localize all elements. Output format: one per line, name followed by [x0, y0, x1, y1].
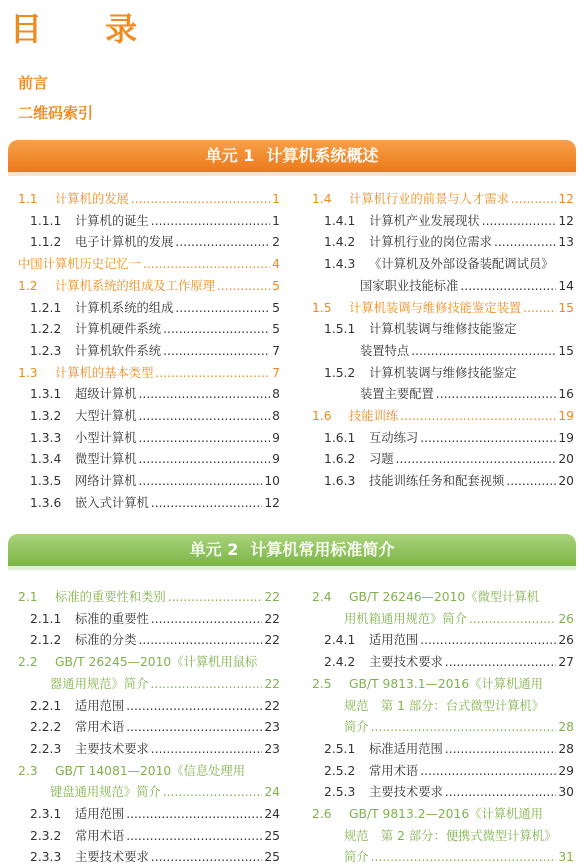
- toc-entry-page: 7: [272, 365, 280, 380]
- toc-entry[interactable]: [312, 848, 574, 866]
- toc-entry-title: 常用术语: [75, 720, 125, 735]
- toc-entry-number: 2.5.2: [324, 763, 356, 778]
- dot-leader: [163, 320, 270, 338]
- toc-entry-number: 1.3.5: [30, 474, 62, 489]
- toc-entry-title: 装置主要配置: [360, 387, 434, 402]
- toc-entry-page: 4: [272, 257, 280, 272]
- toc-entry-title: 主要技术要求: [369, 785, 443, 800]
- toc-entry-number: 2.3.3: [30, 850, 62, 865]
- toc-entry-title: GB/T 26246—2010《微型计算机: [349, 590, 540, 604]
- toc-entry-page: 31: [558, 850, 574, 865]
- dot-leader: [445, 740, 557, 758]
- toc-entry-title: 标准适用范围: [369, 741, 443, 756]
- toc-entry-number: 2.2: [18, 655, 38, 670]
- toc-entry[interactable]: [312, 233, 574, 251]
- toc-entry-number: 2.3.2: [30, 828, 62, 843]
- toc-entry[interactable]: [18, 762, 280, 780]
- toc-entry[interactable]: [18, 697, 280, 715]
- toc-entry[interactable]: [312, 277, 574, 295]
- toc-entry-page: 29: [558, 763, 574, 778]
- toc-entry[interactable]: [18, 740, 280, 758]
- toc-entry-page: 22: [264, 590, 280, 604]
- toc-entry-page: 5: [272, 300, 280, 315]
- toc-entry[interactable]: [18, 827, 280, 845]
- dot-leader: [400, 407, 556, 425]
- toc-entry[interactable]: [18, 190, 280, 208]
- dot-leader: [143, 255, 270, 273]
- toc-entry-number: 2.2.1: [30, 698, 62, 713]
- toc-entry-title: 计算机装调与维修技能鉴定: [369, 322, 517, 337]
- toc-entry[interactable]: [18, 429, 280, 447]
- toc-entry-page: 23: [264, 741, 280, 756]
- toc-entry-page: 12: [558, 192, 574, 206]
- toc-entry[interactable]: [312, 385, 574, 403]
- toc-entry-number: 1.3.3: [30, 430, 62, 445]
- dot-leader: [139, 429, 271, 447]
- toc-entry-title: 计算机装调与维修技能鉴定装置: [349, 300, 522, 315]
- toc-entry[interactable]: [312, 407, 574, 425]
- dot-leader: [411, 342, 556, 360]
- toc-entry[interactable]: [18, 675, 280, 693]
- toc-entry-title: 常用术语: [369, 763, 419, 778]
- toc-entry-page: 19: [558, 409, 574, 423]
- page-title: 目 录: [10, 10, 164, 48]
- toc-entry[interactable]: [312, 342, 574, 360]
- toc-entry-title: 中国计算机历史记忆一: [18, 257, 141, 272]
- toc-entry-number: 1.6.3: [324, 474, 356, 489]
- toc-entry-number: 1.3: [18, 365, 38, 380]
- dot-leader: [371, 848, 557, 866]
- toc-entry-page: 19: [558, 430, 574, 445]
- toc-entry[interactable]: [312, 783, 574, 801]
- toc-entry-page: 10: [264, 474, 280, 489]
- toc-entry-title: 《计算机及外部设备装配调试员》: [369, 257, 554, 272]
- dot-leader: [126, 827, 262, 845]
- toc-entry-number: 1.5: [312, 300, 332, 315]
- dot-leader: [168, 588, 263, 606]
- toc-entry-title: 计算机软件系统: [75, 343, 162, 358]
- toc-entry[interactable]: [312, 212, 574, 230]
- dot-leader: [420, 762, 556, 780]
- dot-leader: [139, 450, 271, 468]
- dot-leader: [126, 697, 262, 715]
- toc-entry-number: 1.1.2: [30, 235, 62, 250]
- toc-entry-page: 27: [558, 655, 574, 670]
- toc-entry[interactable]: [312, 762, 574, 780]
- toc-entry-title: 习题: [369, 452, 394, 467]
- toc-entry-page: 1: [272, 192, 280, 206]
- toc-entry-title: 适用范围: [75, 807, 125, 821]
- toc-entry[interactable]: [18, 277, 280, 295]
- toc-entry-number: 2.3.1: [30, 807, 62, 821]
- toc-entry-title: 标准的分类: [75, 633, 137, 648]
- toc-entry[interactable]: [312, 588, 574, 606]
- toc-entry-number: 1.2: [18, 278, 38, 293]
- dot-leader: [420, 429, 556, 447]
- toc-entry-number: 1.2.2: [30, 322, 62, 337]
- toc-entry[interactable]: [312, 255, 574, 273]
- toc-entry-title: 小型计算机: [75, 430, 137, 445]
- toc-entry-number: 2.4: [312, 590, 332, 604]
- toc-entry-page: 30: [558, 785, 574, 800]
- toc-entry-title: 器通用规范》简介: [50, 676, 149, 691]
- toc-entry[interactable]: [312, 320, 574, 338]
- toc-entry-number: 1.6.2: [324, 452, 356, 467]
- toc-entry-page: 25: [264, 828, 280, 843]
- toc-entry-title: GB/T 9813.2—2016《计算机通用: [349, 807, 543, 821]
- dot-leader: [139, 385, 271, 403]
- toc-entry-title: 计算机行业的前景与人才需求: [349, 192, 509, 206]
- dot-leader: [506, 472, 556, 490]
- toc-entry-title: 适用范围: [369, 633, 419, 648]
- dot-leader: [511, 190, 556, 208]
- toc-entry-number: 1.5.2: [324, 365, 356, 380]
- toc-entry-page: 26: [558, 633, 574, 648]
- toc-entry-title: 计算机系统的组成及工作原理: [55, 278, 215, 293]
- dot-leader: [151, 212, 270, 230]
- toc-entry-number: 1.3.6: [30, 495, 62, 510]
- toc-entry[interactable]: [312, 805, 574, 823]
- toc-entry-title: 计算机的基本类型: [55, 365, 154, 380]
- toc-entry-page: 22: [264, 633, 280, 648]
- toc-entry-page: 8: [272, 387, 280, 402]
- dot-leader: [445, 653, 557, 671]
- toc-entry-number: 1.1.1: [30, 213, 62, 228]
- toc-entry-number: 1.1: [18, 192, 38, 206]
- toc-entry[interactable]: [312, 472, 574, 490]
- toc-entry-page: 8: [272, 409, 280, 423]
- toc-entry-title: 微型计算机: [75, 452, 137, 467]
- toc-entry-title: 计算机装调与维修技能鉴定: [369, 365, 517, 380]
- toc-entry-page: 5: [272, 322, 280, 337]
- dot-leader: [139, 472, 263, 490]
- toc-entry[interactable]: [18, 255, 280, 273]
- unit-1-label: 单元 1: [205, 146, 255, 165]
- toc-entry-title: 大型计算机: [75, 409, 137, 423]
- dot-leader: [494, 233, 556, 251]
- toc-entry-number: 2.2.2: [30, 720, 62, 735]
- toc-entry[interactable]: [18, 610, 280, 628]
- toc-entry-number: 1.6.1: [324, 430, 356, 445]
- toc-entry-page: 15: [558, 300, 574, 315]
- toc-entry-page: 24: [264, 785, 280, 800]
- unit-2-label: 单元 2: [189, 540, 239, 559]
- toc-entry-number: 1.3.1: [30, 387, 62, 402]
- toc-entry[interactable]: [18, 783, 280, 801]
- dot-leader: [371, 718, 557, 736]
- toc-entry-qr-index[interactable]: 二维码索引: [18, 104, 94, 122]
- toc-entry-page: 9: [272, 430, 280, 445]
- dot-leader: [131, 190, 270, 208]
- toc-entry-title: 网络计算机: [75, 474, 137, 489]
- dot-leader: [217, 277, 270, 295]
- dot-leader: [175, 299, 270, 317]
- toc-entry-title: 主要技术要求: [75, 850, 149, 865]
- toc-entry[interactable]: [312, 827, 574, 845]
- toc-entry-page: 22: [264, 611, 280, 626]
- toc-entry-number: 1.2.1: [30, 300, 62, 315]
- toc-entry-title: GB/T 26245—2010《计算机用鼠标: [55, 655, 258, 670]
- dot-leader: [460, 277, 556, 295]
- toc-entry-page: 1: [272, 213, 280, 228]
- toc-entry-number: 2.4.1: [324, 633, 356, 648]
- toc-entry-title: 电子计算机的发展: [75, 235, 174, 250]
- toc-entry-number: 2.3: [18, 763, 38, 778]
- toc-entry-number: 2.4.2: [324, 655, 356, 670]
- dot-leader: [150, 675, 262, 693]
- dot-leader: [436, 385, 557, 403]
- toc-entry[interactable]: [18, 494, 280, 512]
- toc-entry[interactable]: [312, 450, 574, 468]
- dot-leader: [151, 494, 263, 512]
- toc-entry-title: 简介: [344, 850, 369, 865]
- dot-leader: [396, 450, 557, 468]
- toc-entry-page: 12: [558, 213, 574, 228]
- dot-leader: [420, 631, 556, 649]
- toc-entry-preface[interactable]: 前言: [18, 74, 49, 92]
- toc-entry[interactable]: [18, 848, 280, 866]
- toc-entry[interactable]: [312, 740, 574, 758]
- toc-entry-title: 计算机的诞生: [75, 213, 149, 228]
- dot-leader: [163, 342, 270, 360]
- toc-entry-title: 技能训练任务和配套视频: [369, 474, 505, 489]
- dot-leader: [445, 783, 557, 801]
- toc-entry-title: 键盘通用规范》简介: [50, 785, 161, 800]
- dot-leader: [523, 299, 556, 317]
- dot-leader: [469, 610, 556, 628]
- dot-leader: [151, 740, 263, 758]
- dot-leader: [482, 212, 557, 230]
- toc-entry-title: 常用术语: [75, 828, 125, 843]
- toc-entry-title: 计算机硬件系统: [75, 322, 162, 337]
- toc-entry-page: 25: [264, 850, 280, 865]
- toc-entry-title: 超级计算机: [75, 387, 137, 402]
- toc-entry-number: 2.1.2: [30, 633, 62, 648]
- toc-entry-number: 2.5.3: [324, 785, 356, 800]
- dot-leader: [155, 364, 270, 382]
- unit-2-banner: [8, 534, 576, 566]
- toc-entry-page: 20: [558, 452, 574, 467]
- toc-entry[interactable]: [18, 212, 280, 230]
- toc-entry-title: 计算机行业的岗位需求: [369, 235, 492, 250]
- toc-entry[interactable]: [18, 631, 280, 649]
- dot-leader: [126, 805, 262, 823]
- toc-entry-page: 23: [264, 720, 280, 735]
- toc-entry-page: 22: [264, 676, 280, 691]
- toc-entry[interactable]: [312, 718, 574, 736]
- toc-entry-title: 适用范围: [75, 698, 125, 713]
- toc-entry[interactable]: [18, 588, 280, 606]
- toc-entry-title: 互动练习: [369, 430, 419, 445]
- toc-entry[interactable]: [18, 342, 280, 360]
- toc-entry-title: 计算机系统的组成: [75, 300, 174, 315]
- toc-entry-title: 规范 第 1 部分：台式微型计算机》: [344, 698, 545, 713]
- dot-leader: [151, 848, 263, 866]
- toc-entry-title: 标准的重要性: [75, 611, 149, 626]
- unit-1-banner: [8, 140, 576, 172]
- dot-leader: [163, 783, 263, 801]
- toc-entry[interactable]: [18, 320, 280, 338]
- toc-entry-page: 7: [272, 343, 280, 358]
- toc-entry-title: 标准的重要性和类别: [55, 590, 166, 604]
- toc-entry-page: 26: [558, 611, 574, 626]
- toc-entry[interactable]: [312, 299, 574, 317]
- toc-entry-number: 1.4.3: [324, 257, 356, 272]
- toc-entry[interactable]: [18, 472, 280, 490]
- dot-leader: [175, 233, 270, 251]
- toc-entry[interactable]: [18, 364, 280, 382]
- toc-entry-title: 主要技术要求: [369, 655, 443, 670]
- toc-entry-page: 22: [264, 698, 280, 713]
- toc-entry-page: 20: [558, 474, 574, 489]
- dot-leader: [126, 718, 262, 736]
- toc-entry[interactable]: [312, 190, 574, 208]
- unit-2-banner-underline: [8, 566, 576, 570]
- unit-1-banner-underline: [8, 172, 576, 176]
- toc-entry-page: 5: [272, 278, 280, 293]
- toc-entry-number: 1.4: [312, 192, 332, 206]
- toc-entry-title: GB/T 9813.1—2016《计算机通用: [349, 676, 543, 691]
- toc-entry-page: 14: [558, 278, 574, 293]
- toc-entry-number: 2.1: [18, 590, 38, 604]
- toc-entry-number: 1.2.3: [30, 343, 62, 358]
- toc-entry-title: 规范 第 2 部分：便携式微型计算机》: [344, 828, 557, 843]
- toc-entry-number: 1.6: [312, 409, 332, 423]
- toc-entry[interactable]: [312, 653, 574, 671]
- unit-1-title: 计算机系统概述: [266, 146, 379, 165]
- toc-entry-page: 2: [272, 235, 280, 250]
- toc-entry-title: 简介: [344, 720, 369, 735]
- toc-entry[interactable]: [312, 429, 574, 447]
- toc-entry-number: 1.3.4: [30, 452, 62, 467]
- toc-entry-title: 国家职业技能标准: [360, 278, 459, 293]
- toc-entry[interactable]: [18, 233, 280, 251]
- toc-entry[interactable]: [18, 718, 280, 736]
- toc-entry-number: 1.4.1: [324, 213, 356, 228]
- toc-entry-title: 计算机产业发展现状: [369, 213, 480, 228]
- toc-entry-title: 技能训练: [349, 409, 399, 423]
- toc-entry[interactable]: [312, 675, 574, 693]
- toc-entry-number: 1.3.2: [30, 409, 62, 423]
- toc-entry-page: 24: [264, 807, 280, 821]
- toc-entry[interactable]: [18, 407, 280, 425]
- toc-entry-page: 12: [264, 495, 280, 510]
- toc-entry-number: 1.4.2: [324, 235, 356, 250]
- toc-entry-page: 16: [558, 387, 574, 402]
- toc-entry-title: GB/T 14081—2010《信息处理用: [55, 763, 246, 778]
- toc-entry[interactable]: [18, 805, 280, 823]
- toc-entry-number: 2.2.3: [30, 741, 62, 756]
- dot-leader: [139, 631, 263, 649]
- toc-entry[interactable]: [18, 653, 280, 671]
- toc-entry[interactable]: [312, 610, 574, 628]
- toc-entry-title: 计算机的发展: [55, 192, 129, 206]
- dot-leader: [139, 407, 271, 425]
- dot-leader: [151, 610, 263, 628]
- toc-entry-number: 2.5: [312, 676, 332, 691]
- toc-entry-page: 28: [558, 720, 574, 735]
- toc-entry[interactable]: [18, 385, 280, 403]
- toc-entry[interactable]: [312, 697, 574, 715]
- toc-entry[interactable]: [18, 299, 280, 317]
- toc-entry-title: 用机箱通用规范》简介: [344, 611, 467, 626]
- toc-entry[interactable]: [18, 450, 280, 468]
- toc-entry-page: 9: [272, 452, 280, 467]
- toc-entry-number: 2.5.1: [324, 741, 356, 756]
- toc-entry[interactable]: [312, 364, 574, 382]
- unit-2-title: 计算机常用标准简介: [250, 540, 395, 559]
- toc-entry[interactable]: [312, 631, 574, 649]
- toc-entry-page: 15: [558, 343, 574, 358]
- toc-entry-page: 28: [558, 741, 574, 756]
- toc-entry-number: 2.1.1: [30, 611, 62, 626]
- toc-entry-number: 2.6: [312, 807, 332, 821]
- toc-entry-title: 装置特点: [360, 343, 410, 358]
- toc-entry-title: 主要技术要求: [75, 741, 149, 756]
- toc-entry-number: 1.5.1: [324, 322, 356, 337]
- toc-entry-title: 嵌入式计算机: [75, 495, 149, 510]
- toc-entry-page: 13: [558, 235, 574, 250]
